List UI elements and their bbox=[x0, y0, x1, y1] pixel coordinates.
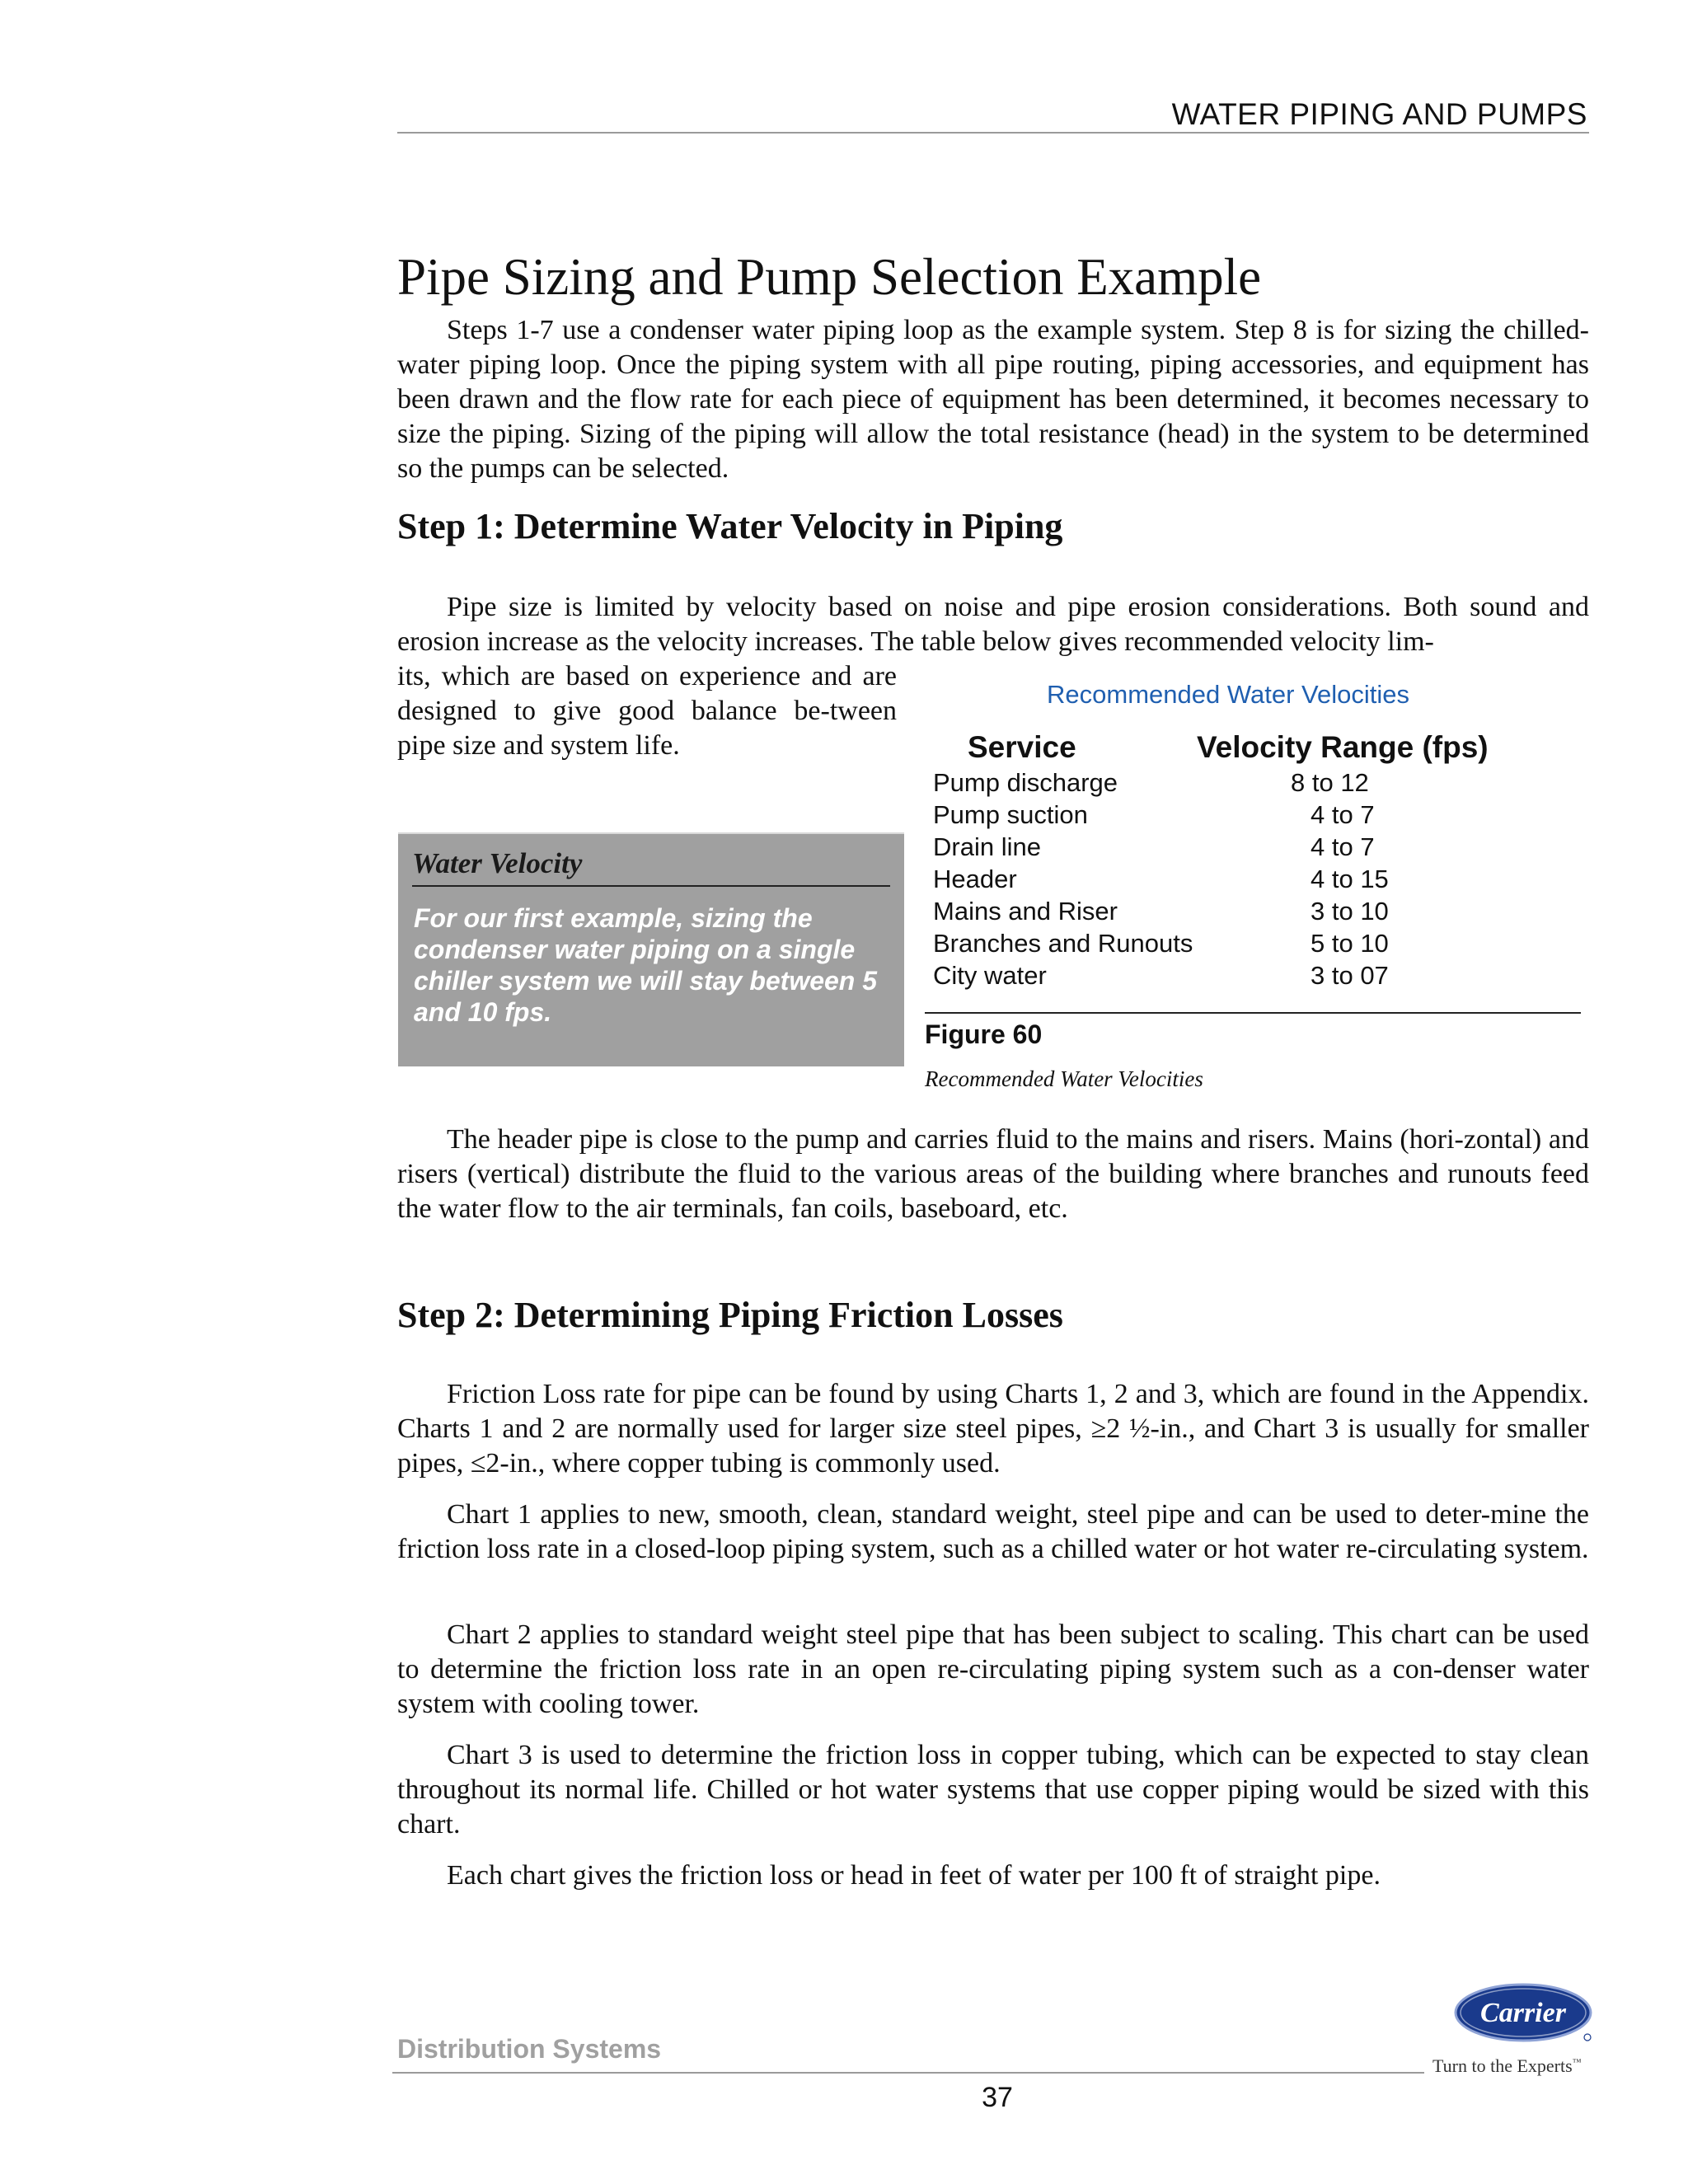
table-bottom-rule bbox=[925, 1012, 1581, 1014]
table-row-service: Pump discharge bbox=[933, 768, 1118, 797]
carrier-tagline bbox=[1432, 2055, 1622, 2077]
table-caption: Recommended Water Velocities bbox=[1047, 680, 1409, 709]
header-pipe-text: The header pipe is close to the pump and carries fluid to the mains and risers. Mains (hori-zontal) and risers (vertical) distribute the fluid to the various areas of the building where branches and runouts feed the water flow to the air terminals, fan coils, baseboard, etc. bbox=[397, 1124, 1589, 1224]
table-row-service: Branches and Runouts bbox=[933, 929, 1193, 958]
tagline-text: Turn to the Experts bbox=[1432, 2055, 1573, 2076]
step1-heading: Step 1: Determine Water Velocity in Piping bbox=[397, 506, 1063, 546]
intro-text: Steps 1-7 use a condenser water piping loop as the example system. Step 8 is for sizing the chilled-water piping loop. Once the piping system with all pipe routing, piping accessories, and equipment has been drawn and the flow rate for each piece of equipment has been determined, it becomes necessary to size the piping. Sizing of the piping will allow the total resistance (head) in the system to be determined so the pumps can be selected. bbox=[397, 315, 1589, 484]
table-row-service: Pump suction bbox=[933, 800, 1088, 829]
table-header-range: Velocity Range (fps) bbox=[1197, 730, 1489, 764]
footer-section-title: Distribution Systems bbox=[397, 2034, 662, 2064]
step2-paragraph-5 bbox=[397, 1858, 1589, 1893]
step1-paragraph-continued: its, which are based on experience and are designed to give good balance be-tween pipe size and system life. bbox=[397, 661, 897, 761]
step2-paragraph-3 bbox=[397, 1618, 1589, 1722]
step2-text-5: Each chart gives the friction loss or head in feet of water per 100 ft of straight pipe. bbox=[447, 1860, 1381, 1891]
step1-text: Pipe size is limited by velocity based on noise and pipe erosion considerations. Both sound and erosion increase as the velocity increases. The table below gives recommended velocity lim- bbox=[397, 592, 1589, 657]
step2-paragraph-1 bbox=[397, 1377, 1589, 1481]
step2-text-2: Chart 1 applies to new, smooth, clean, standard weight, steel pipe and can be used to deter-mine the friction loss rate in a closed-loop piping system, such as a chilled water or hot water re-circulating system. bbox=[397, 1499, 1589, 1564]
table-row-range: 4 to 7 bbox=[1311, 800, 1375, 829]
table-row-range: 3 to 07 bbox=[1311, 961, 1389, 990]
carrier-logo bbox=[1424, 1980, 1614, 2087]
svg-text:Carrier: Carrier bbox=[1480, 1998, 1566, 2028]
step2-text-3: Chart 2 applies to standard weight steel pipe that has been subject to scaling. This chart can be used to determine the friction loss rate in an open re-circulating piping system such as a con-denser water system with cooling tower. bbox=[397, 1619, 1589, 1719]
step2-paragraph-4 bbox=[397, 1738, 1589, 1842]
page-number: 37 bbox=[982, 2082, 1013, 2113]
table-row-range: 4 to 15 bbox=[1311, 865, 1389, 893]
table-row-service: City water bbox=[933, 961, 1047, 990]
running-header: WATER PIPING AND PUMPS bbox=[1171, 97, 1587, 131]
step2-text-4: Chart 3 is used to determine the friction loss in copper tubing, which can be expected to stay clean throughout its normal life. Chilled or hot water systems that use copper piping would be sized with this chart. bbox=[397, 1740, 1589, 1840]
table-row-range: 8 to 12 bbox=[1291, 768, 1369, 797]
callout-body: For our first example, sizing the condenser water piping on a single chiller system we will stay between 5 and 10 fps. bbox=[414, 903, 878, 1027]
step1-paragraph bbox=[397, 590, 1589, 659]
page-title: Pipe Sizing and Pump Selection Example bbox=[397, 248, 1262, 306]
carrier-logo-icon bbox=[1452, 1980, 1597, 2046]
table-header-service: Service bbox=[968, 730, 1076, 764]
table-row-service: Drain line bbox=[933, 832, 1041, 861]
figure-caption: Recommended Water Velocities bbox=[925, 1066, 1203, 1091]
table-row-range: 4 to 7 bbox=[1311, 832, 1375, 861]
table-row-service: Header bbox=[933, 865, 1017, 893]
step2-text-1: Friction Loss rate for pipe can be found by using Charts 1, 2 and 3, which are found in the Appendix. Charts 1 and 2 are normally used for larger size steel pipes, ≥2 ½-in., and Chart 3 is usually for smaller pipes, ≤2-in., where copper tubing is commonly used. bbox=[397, 1379, 1589, 1479]
intro-paragraph bbox=[397, 313, 1589, 486]
footer-divider bbox=[392, 2072, 1424, 2074]
step2-heading: Step 2: Determining Piping Friction Losses bbox=[397, 1295, 1063, 1335]
figure-label: Figure 60 bbox=[925, 1019, 1043, 1049]
table-row-range: 5 to 10 bbox=[1311, 929, 1389, 958]
header-divider bbox=[397, 132, 1589, 134]
table-row-range: 3 to 10 bbox=[1311, 897, 1389, 926]
header-pipe-paragraph bbox=[397, 1122, 1589, 1226]
table-row-service: Mains and Riser bbox=[933, 897, 1118, 926]
step2-paragraph-2 bbox=[397, 1497, 1589, 1567]
trademark-mark: ™ bbox=[1572, 2057, 1582, 2068]
callout-title: Water Velocity bbox=[412, 847, 890, 887]
